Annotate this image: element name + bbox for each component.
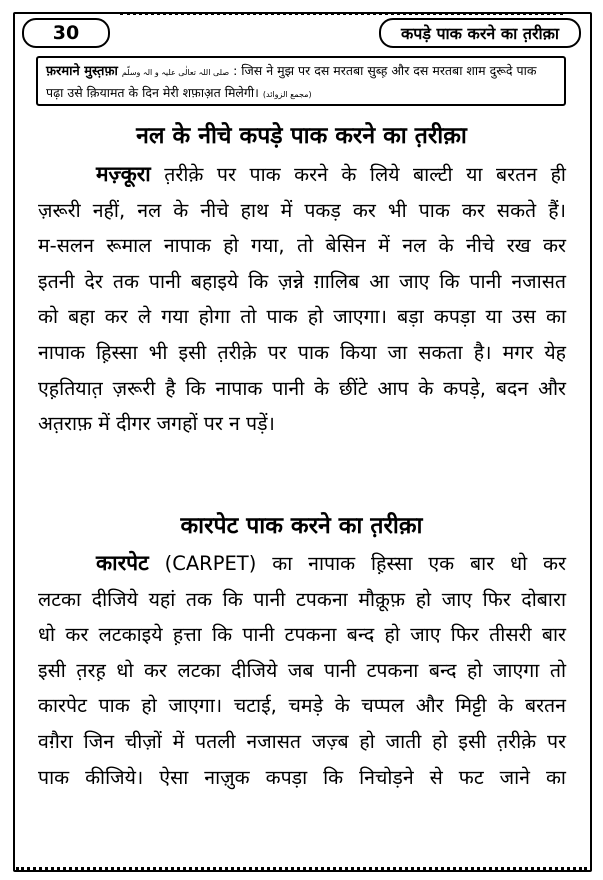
farmaan-text: : जिस ने मुझ पर दस मरतबा सुब्ह़ और दस मरतबा शाम दुरूदे पाक पढ़ा उसे क़ियामत के दिन मेरी शफ़ाअ़त मिलेगी।: [46, 63, 537, 100]
paragraph-line: वग़ैरा जिन चीज़ों में पतली नजासत जज़्ब हो जाती हो इसी त़रीक़े पर: [38, 729, 566, 753]
paragraph-line: मज़्कूरा त़रीक़े पर पाक करने के लिये बाल्टी या बरतन ही: [96, 162, 566, 186]
farmaan-source: (مجمع الزوائد): [262, 90, 312, 99]
salutation-text: صلی اللہ تعالٰی علیہ و الہ وسلّم: [121, 68, 230, 77]
paragraph-line: कारपेट (CARPET) का नापाक ह़िस्सा एक बार धो कर: [96, 551, 567, 575]
paragraph-line: कारपेट पाक हो जाएगा। चटाई, चमड़े के चप्पल और मिट्टी के बरतन: [38, 694, 566, 718]
section-body-tap: [38, 157, 566, 442]
paragraph-line: धो कर लटकाइये ह़त्ता कि पानी टपकना बन्द हो जाए फिर तीसरी बार: [38, 623, 566, 647]
paragraph-line: ज़रूरी नहीं, नल के नीचे हाथ में पकड़ कर भी पाक कर सकते हैं।: [38, 198, 566, 222]
paragraph-line: लटका दीजिये यहां तक कि पानी टपकना मौक़ूफ़ हो जाए फिर दोबारा: [38, 587, 566, 611]
section-heading-carpet: कारपेट पाक करने का त़रीक़ा: [180, 513, 423, 539]
paragraph-line: एह़तियात़ ज़रूरी है कि नापाक पानी के छींटे आप के कपड़े, बदन और: [38, 376, 566, 400]
paragraph-line: को बहा कर ले गया होगा तो पाक हो जाएगा। बड़ा कपड़ा या उस का: [38, 305, 566, 329]
page-number: [22, 18, 110, 48]
section-body-carpet: [38, 546, 566, 795]
lead-word: कारपेट: [96, 551, 149, 575]
paragraph-line: पाक कीजिये। ऐसा नाज़ुक कपड़ा कि निचोड़ने से फट जाने का: [38, 765, 566, 789]
paragraph-line: नापाक ह़िस्सा भी इसी त़रीक़े पर पाक किया जा सकता है। मगर येह: [38, 340, 566, 364]
paragraph-line: अत़राफ़ में दीगर जगहों पर न पड़ें।: [38, 412, 275, 436]
running-title: [379, 18, 581, 48]
top-chain-border: [120, 12, 563, 15]
farmaan-box: [36, 56, 566, 106]
farmaan-label: फ़रमाने मुस्त़फ़ा: [46, 64, 118, 79]
bottom-chain-border: [16, 867, 587, 870]
lead-word: मज़्कूरा: [96, 162, 151, 186]
section-heading-tap: नल के नीचे कपड़े पाक करने का त़रीक़ा: [136, 123, 467, 149]
page-number-text: 30: [52, 22, 80, 44]
running-title-text: कपड़े पाक करने का त़रीक़ा: [400, 24, 560, 43]
paragraph-line: इसी त़रह़ धो कर लटका दीजिये जब पानी टपकना बन्द हो जाएगा तो: [38, 658, 566, 682]
paragraph-line: इतनी देर तक पानी बहाइये कि ज़न्ने ग़ालिब आ जाए कि पानी नजासत: [38, 269, 566, 293]
paragraph-line: म-सलन रूमाल नापाक हो गया, तो बेसिन में नल के नीचे रख कर: [38, 234, 566, 258]
